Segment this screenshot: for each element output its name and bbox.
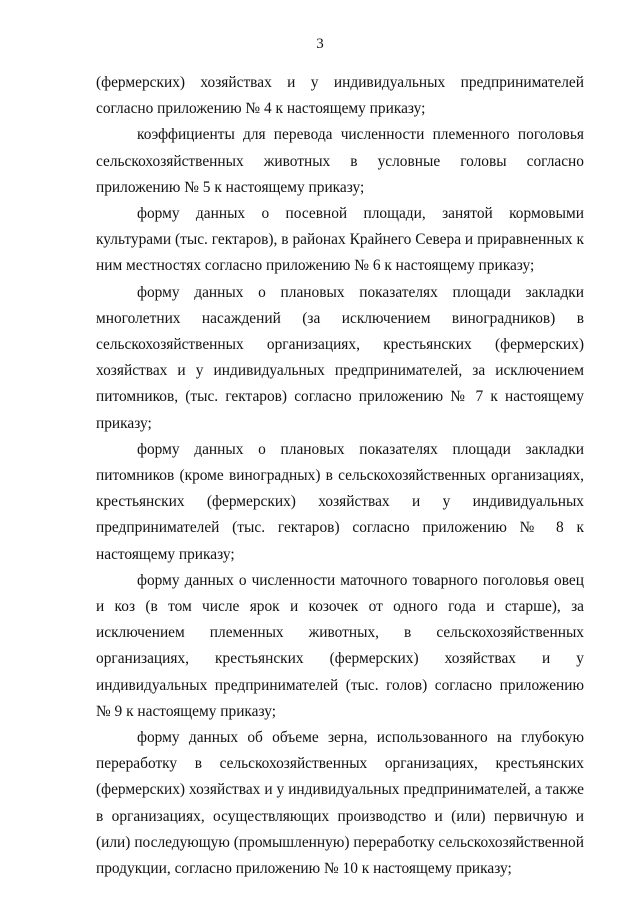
paragraph-appendix-5: коэффициенты для перевода численности племенного поголовья сельскохозяйственных животных в условные головы согласно приложению № 5 к настоящему приказу; (96, 126, 584, 196)
paragraph-appendix-6: форму данных о посевной площади, занятой кормовыми культурами (тыс. гектаров), в районах Крайнего Севера и приравненных к ним местностях согласно приложению № 6 к настоящему приказу; (96, 205, 584, 275)
paragraph-appendix-8: форму данных о плановых показателях площади закладки питомников (кроме виноградных) в сельскохозяйственных организациях, крестьянских (фермерских) хозяйствах и у индивидуальных предпринимателей (тыс. гектаров) согласно приложению № 8 к настоящему приказу; (96, 440, 584, 563)
paragraph-appendix-7: форму данных о плановых показателях площади закладки многолетних насаждений (за исключением виноградников) в сельскохозяйственных организациях, крестьянских (фермерских) хозяйствах и у индивидуальных предпринимателей, за исключением питомников, (тыс. гектаров) согласно приложению № 7 к настоящему приказу; (96, 283, 584, 432)
paragraph-appendix-10: форму данных об объеме зерна, использованного на глубокую переработку в сельскохозяйственных организациях, крестьянских (фермерских) хозяйствах и у индивидуальных предпринимателей, а также в организациях, осуществляющих производство и (или) первичную и (или) последующую (промышленную) переработку сельскохозяйственной продукции, согласно приложению № 10 к настоящему приказу; (96, 729, 584, 878)
paragraph-appendix-9: форму данных о численности маточного товарного поголовья овец и коз (в том числе ярок и козочек от одного года и старше), за исключением племенных животных, в сельскохозяйственных организациях, крестьянских (фермерских) хозяйствах и у индивидуальных предпринимателей (тыс. голов) согласно приложению № 9 к настоящему приказу; (96, 571, 584, 720)
paragraph-continuation: (фермерских) хозяйствах и у индивидуальных предпринимателей согласно приложению № 4 к настоящему приказу; (96, 74, 584, 118)
document-body (96, 70, 584, 882)
page-number: 3 (316, 36, 324, 52)
